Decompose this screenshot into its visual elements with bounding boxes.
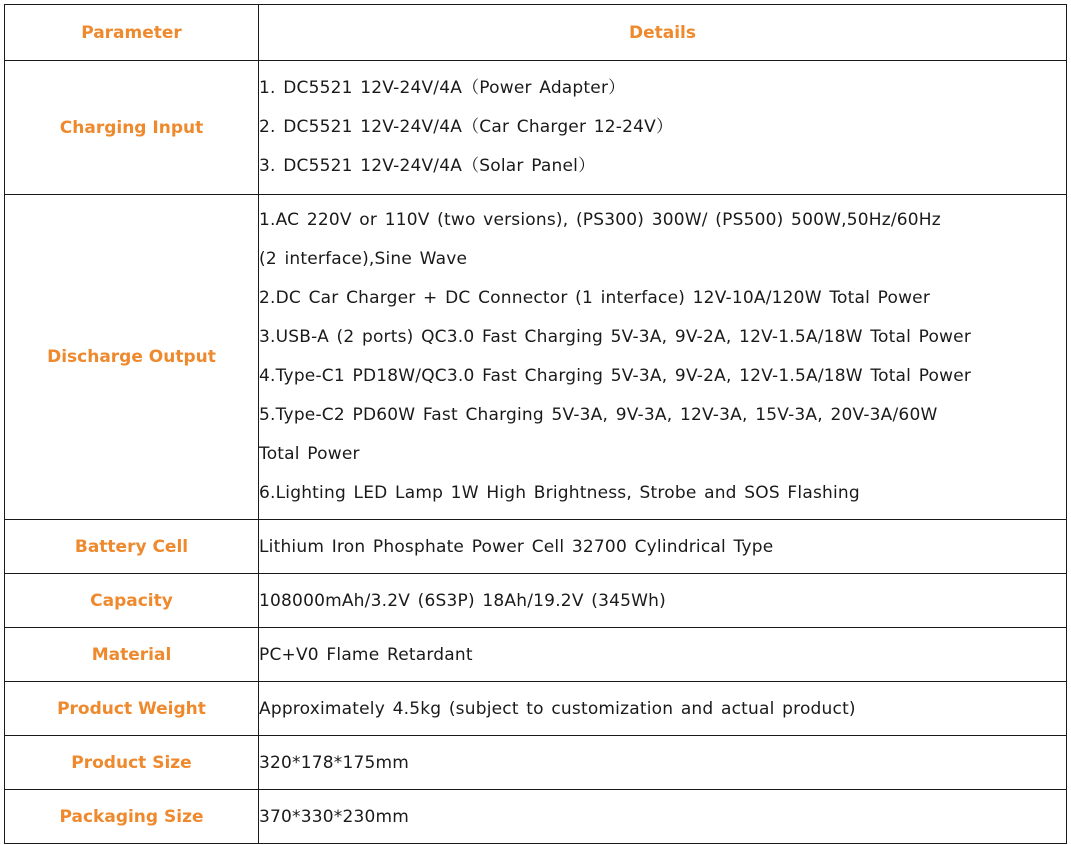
- row-capacity: [5, 574, 1067, 628]
- discharge-output-line: (2 interface),Sine Wave: [259, 249, 468, 269]
- label-product-weight: Product Weight: [5, 682, 259, 736]
- value-capacity: 108000mAh/3.2V (6S3P) 18Ah/19.2V (345Wh): [259, 574, 1067, 628]
- charging-input-line: 3. DC5521 12V-24V/4A（Solar Panel）: [259, 156, 596, 176]
- row-packaging-size: [5, 790, 1067, 844]
- row-product-size: [5, 736, 1067, 790]
- header-row: [5, 5, 1067, 61]
- header-parameter: Parameter: [5, 5, 259, 61]
- spec-table: [4, 4, 1067, 844]
- charging-input-line: 1. DC5521 12V-24V/4A（Power Adapter）: [259, 78, 626, 98]
- value-product-weight: Approximately 4.5kg (subject to customization and actual product): [259, 682, 1067, 736]
- discharge-output-line: Total Power: [259, 444, 360, 464]
- value-packaging-size: 370*330*230mm: [259, 790, 1067, 844]
- discharge-output-line: 3.USB-A (2 ports) QC3.0 Fast Charging 5V-3A, 9V-2A, 12V-1.5A/18W Total Power: [259, 327, 972, 347]
- value-material: PC+V0 Flame Retardant: [259, 628, 1067, 682]
- charging-input-line: 2. DC5521 12V-24V/4A（Car Charger 12-24V）: [259, 117, 674, 137]
- value-charging-input: [259, 61, 1067, 195]
- discharge-output-line: 1.AC 220V or 110V (two versions), (PS300) 300W/ (PS500) 500W,50Hz/60Hz: [259, 210, 941, 230]
- row-charging-input: [5, 61, 1067, 195]
- discharge-output-line: 4.Type-C1 PD18W/QC3.0 Fast Charging 5V-3A, 9V-2A, 12V-1.5A/18W Total Power: [259, 366, 972, 386]
- label-charging-input: Charging Input: [5, 61, 259, 195]
- value-product-size: 320*178*175mm: [259, 736, 1067, 790]
- header-details: Details: [259, 5, 1067, 61]
- label-capacity: Capacity: [5, 574, 259, 628]
- label-packaging-size: Packaging Size: [5, 790, 259, 844]
- row-material: [5, 628, 1067, 682]
- label-battery-cell: Battery Cell: [5, 520, 259, 574]
- value-battery-cell: Lithium Iron Phosphate Power Cell 32700 Cylindrical Type: [259, 520, 1067, 574]
- label-discharge-output: Discharge Output: [5, 195, 259, 520]
- discharge-output-line: 2.DC Car Charger + DC Connector (1 interface) 12V-10A/120W Total Power: [259, 288, 931, 308]
- value-discharge-output: [259, 195, 1067, 520]
- row-battery-cell: [5, 520, 1067, 574]
- label-product-size: Product Size: [5, 736, 259, 790]
- discharge-output-line: 5.Type-C2 PD60W Fast Charging 5V-3A, 9V-3A, 12V-3A, 15V-3A, 20V-3A/60W: [259, 405, 938, 425]
- label-material: Material: [5, 628, 259, 682]
- row-discharge-output: [5, 195, 1067, 520]
- discharge-output-line: 6.Lighting LED Lamp 1W High Brightness, Strobe and SOS Flashing: [259, 483, 860, 503]
- row-product-weight: [5, 682, 1067, 736]
